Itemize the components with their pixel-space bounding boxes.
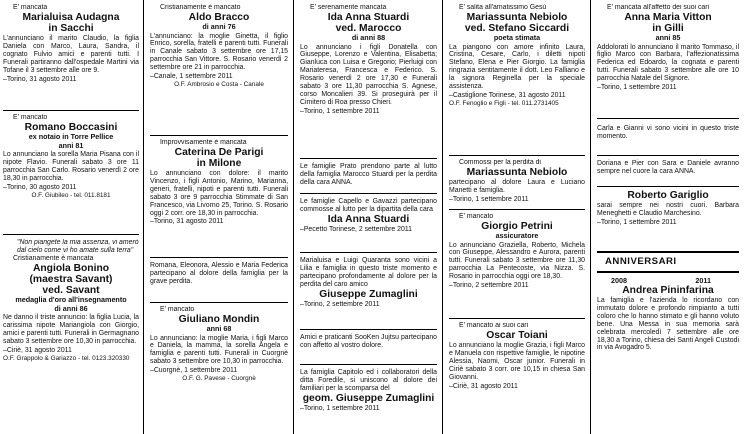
deceased-age: anni 85 <box>655 33 681 42</box>
obituary-mondin <box>150 306 288 383</box>
column-1 <box>3 0 139 434</box>
notice-body: Lo annunciano: la moglie Maria, i figli Marco e Daniela, la mamma, la sorella Angela e famiglia e parenti tutti. Funerali in Cuorgnè sabato 3 settembre ore 10,30 in parrocchia. <box>150 334 288 366</box>
condolence-gariglio <box>597 190 739 227</box>
notice-body: Lo annunciano la sorella Maria Pisana con il nipote Flavio. Funerali sabato 3 ore 11 parrocchia San Carlo. Rosario venerdì 2 ore 18,30 in parrocchia. <box>3 151 139 182</box>
notice-intro: E' mancata all'affetto dei suoi cari <box>607 4 710 11</box>
deceased-name: Aldo Bracco <box>188 12 250 23</box>
obituary-toiani <box>449 322 585 391</box>
deceased-name: Roberto Gariglio <box>627 190 709 201</box>
notice-divider <box>300 252 437 253</box>
condolence-sooken <box>300 333 437 350</box>
notice-divider <box>150 257 288 258</box>
notice-place-date: –Torino, 2 settembre 2011 <box>300 300 380 308</box>
notice-place-date: –Torino, 31 agosto 2011 <box>150 218 224 226</box>
notice-body: L'annunciano: la moglie Ginetta, il figlio Enrico, sorella, fratelli e parenti tutti. Funerali in Canale sabato 3 settembre ore 17,15 parrocchia San Vittore. S. Rosario venerdì 2 settembre ore 21 in parrocchia. <box>150 32 288 72</box>
notice-quote: "Non piangete la mia assenza, vi amerò dal cielo come vi ho amate sulla terra" <box>17 239 139 254</box>
notice-divider <box>300 364 437 365</box>
section-title: ANNIVERSARI <box>605 256 677 267</box>
deceased-name: Giuliano Mondin <box>178 314 260 325</box>
notice-body: La famiglia e l'azienda lo ricordano con immutato dolore e profondo rimpianto a tutti coloro che lo hanno stimato e gli hanno voluto bene. Una Messa in sua memoria sarà celebrata mercoledì 7 settembre alle ore 18,30 a Torino, chiesa dei Santi Angeli Custodi in via Avogadro 5. <box>597 297 739 352</box>
notice-body: Carla e Gianni vi sono vicini in questo triste momento. <box>597 125 739 140</box>
notice-body: Marialuisa e Luigi Quaranta sono vicini a Lilia e famiglia in questo triste momento e partecipano profondamente al dolore per la perdita del caro amico <box>300 257 437 288</box>
funeral-home: O.F. G. Pavese - Cuorgnè <box>182 375 256 383</box>
funeral-home: O.F. Ambrosio e Costa - Canale <box>174 81 264 89</box>
deceased-name: Giuseppe Zumaglini <box>319 288 418 300</box>
notice-place-date: –Canale, 1 settembre 2011 <box>150 73 233 81</box>
deceased-name: Romano Boccasini <box>24 122 118 133</box>
section-header-anniversari <box>597 256 739 268</box>
condolence-romana <box>150 261 288 286</box>
notice-intro: Cristianamente è mancata <box>13 255 94 262</box>
notice-body: sarai sempre nei nostri cuori. Barbara Meneghetti e Claudio Marchesino. <box>597 202 739 217</box>
obituary-bonino <box>3 239 139 363</box>
obituary-nebiolo <box>449 4 585 108</box>
deceased-name: Ida Anna Stuardi <box>327 12 410 23</box>
notice-body: Lo annunciano con dolore: il marito Vincenzo, i figli Antonio, Marino, Marianna, generi, fratelli, nipoti e parenti tutti. Funerali sabato 3 ore 9 parrocchia Stimmate di San Francesco, via Livorno 25, Torino. S. Rosario oggi 2 corr. ore 18,30 in parrocchia. <box>150 170 288 217</box>
deceased-age: di anni 88 <box>351 33 386 42</box>
deceased-name: Angiola Bonino <box>32 263 110 274</box>
deceased-name-line2: (maestra Savant) <box>29 274 113 285</box>
notice-divider <box>300 193 437 194</box>
notice-body: La famiglia Capitolo ed i collaboratori della ditta Foredile, si uniscono al dolore dei familiari per la scomparsa del <box>300 369 437 392</box>
obituary-de-parigi <box>150 139 288 226</box>
notice-intro: E' mancato ai suoi cari <box>459 322 529 329</box>
column-4 <box>449 0 585 434</box>
funeral-home: O.F. Fenoglio e Figli - tel. 011.2731405 <box>449 99 559 107</box>
deceased-name-line3: ved. Savant <box>42 285 100 296</box>
notice-divider <box>150 302 288 303</box>
deceased-title: ex notaio in Torre Pellice <box>28 132 114 141</box>
notice-body: Lo annunciano i figli Donatella con Giuseppe, Lorenzo e Valentina, Elisabetta; Gianluca con Luisa e Gregorio; Pierluigi con Mariateresa, Francesca e Federico. S. Rosario venerdì 2 ore 17,30 e Funerali sabato 3 ore 11,30 parrocchia S. Agnese, corso Moncalieri 39. Si proseguirà per il Cimitero di Roa presso Chieri. <box>300 43 437 106</box>
column-rule <box>293 0 294 434</box>
condolence-prato <box>300 162 437 187</box>
notice-body: Romana, Eleonora, Alessio e Maria Federica partecipano al dolore della famiglia per la grave perdita. <box>150 262 288 285</box>
deceased-name: Marialuisa Audagna <box>22 12 120 23</box>
deceased-age: anni 81 <box>58 140 84 150</box>
notice-body: Doriana e Pier con Sara e Daniele avranno sempre nel cuore la cara ANNA. <box>597 160 739 175</box>
notice-body: Le famiglie Capello e Gavazzi partecipano commosse al lutto per la dipartita della cara <box>300 198 437 213</box>
deceased-title: poeta stimata <box>493 33 541 42</box>
deceased-name: Mariassunta Nebiolo <box>466 12 568 23</box>
notice-place-date: –Torino, 1 settembre 2011 <box>597 84 677 92</box>
obituary-stuardi <box>300 4 437 116</box>
notice-intro: Cristianamente è mancato <box>160 4 241 11</box>
deceased-age: di anni 86 <box>54 303 88 313</box>
notice-intro: Improvvisamente è mancata <box>160 139 247 146</box>
notice-divider <box>300 329 437 330</box>
deceased-name-line2: ved. Marocco <box>335 23 402 34</box>
deceased-name-line2: ved. Stefano Siccardi <box>464 23 570 34</box>
notice-place-date: –Torino, 30 agosto 2011 <box>3 183 77 191</box>
deceased-name-line2: in Gilli <box>652 23 684 34</box>
condolence-carla-gianni <box>597 124 739 141</box>
notice-place-date: –Torino, 1 settembre 2011 <box>449 195 529 203</box>
deceased-age: anni 68 <box>206 324 232 333</box>
notice-divider <box>150 135 288 136</box>
section-divider <box>597 251 739 253</box>
condolence-capello <box>300 197 437 234</box>
notice-intro: E' mancato <box>13 114 48 121</box>
notice-place-date: –Cuorgnè, 1 settembre 2011 <box>150 367 238 375</box>
notice-body: Lo annunciano Graziella, Roberto, Michela con Giuseppe, Alessandro e Aurora, parenti tutti. Funerali sabato 3 settembre ore 11,30 parrocchia La Pentecoste, via Nizza. S. Rosario in parrocchia oggi ore 18,30. <box>449 241 585 281</box>
column-3 <box>300 0 437 434</box>
notice-body: Addolorati lo annunciano il marito Tommaso, il figlio Marco con Barbara, l'affezionatissima Federica ed Edoardo, la cognata e parenti tutti. Funerali sabato 3 settembre alle ore 10 parrocchia Natale del Signore. <box>597 43 739 83</box>
obituary-vitton <box>597 4 739 92</box>
funeral-home: O.F. Giubileo - tel. 011.8181 <box>31 191 111 199</box>
notice-intro: E' serenamente mancata <box>310 4 387 11</box>
deceased-title: medaglia d'oro all'insegnamento <box>15 295 127 304</box>
anniversary-pininfarina <box>597 276 739 352</box>
deceased-name: Andrea Pininfarina <box>622 285 714 296</box>
condolence-quaranta <box>300 256 437 309</box>
column-rule <box>143 0 144 434</box>
notice-divider <box>3 110 139 111</box>
deceased-name: Giorgio Petrini <box>481 221 553 232</box>
notice-place-date: –Castiglione Torinese, 31 agosto 2011 <box>449 91 566 99</box>
notice-body: L'annunciano il marito Claudio, la figlia Daniela con Marco, Laura, Sandra, il cognato Fulvio amici e parenti tutti. I Funerali partiranno dall'ospedale Martini via Tofane il 3 settembre alle ore 9. <box>3 35 139 74</box>
notice-place-date: –Torino, 1 settembre 2011 <box>597 218 677 226</box>
year-start: 2008 <box>611 276 627 285</box>
notice-place-date: –Torino, 2 settembre 2011 <box>449 282 529 290</box>
column-2 <box>150 0 288 434</box>
deceased-name: geom. Giuseppe Zumaglini <box>302 392 435 404</box>
notice-intro: E' salita all'amatissimo Gesù <box>459 4 547 11</box>
notice-place-date: –Ciriè, 31 agosto 2011 <box>3 346 72 354</box>
notice-place-date: –Torino, 1 settembre 2011 <box>300 404 380 412</box>
deceased-name: Oscar Toiani <box>486 330 548 341</box>
deceased-name: Caterina De Parigi <box>174 147 264 158</box>
notice-divider <box>449 318 585 319</box>
notice-place-date: –Torino, 1 settembre 2011 <box>300 107 380 115</box>
column-rule <box>590 0 591 434</box>
notice-body: Lo annunciano la moglie Grazia, i figli Marco e Manuela con rispettive famiglie, le nipotine Alessia, Naomi, Oscar junior. Funerali in Ciriè sabato 3 corr. ore 10,15 in chiesa San Giovanni. <box>449 342 585 381</box>
year-end: 2011 <box>695 276 711 285</box>
obituary-bracco <box>150 4 288 89</box>
notice-intro: E' mancato <box>160 306 195 313</box>
notice-divider <box>449 155 585 156</box>
condolence-manetti <box>449 159 585 204</box>
funeral-home: O.F. Grappolo & Gariazzo - tel. 0123.320330 <box>3 354 130 362</box>
notice-divider <box>597 155 739 156</box>
notice-intro: Commossi per la perdita di <box>459 159 541 166</box>
deceased-age: di anni 76 <box>202 22 236 31</box>
notice-place-date: –Torino, 31 agosto 2011 <box>3 75 77 83</box>
deceased-name-line2: in Sacchi <box>48 23 94 34</box>
condolence-doriana-pier <box>597 159 739 176</box>
notice-intro: E' mancata <box>13 4 48 11</box>
column-5 <box>597 0 739 434</box>
deceased-name: Anna Maria Vitton <box>624 12 712 23</box>
column-rule <box>442 0 443 434</box>
notice-divider <box>300 158 437 159</box>
deceased-name: Ida Anna Stuardi <box>327 213 410 225</box>
notice-body: La piangono con amore infinito Laura, Cristina, Cesare, Carlo, i diletti nipoti Stefano, Elena e Pier Giorgio. La famiglia ringrazia sentitamente il dott. Leo Falliano e la signora Reginella per la speciale assistenza. <box>449 43 585 91</box>
condolence-capitolo <box>300 368 437 413</box>
notice-body: Amici e praticanti SooKen Jujtsu partecipano con affetto al vostro dolore. <box>300 334 437 349</box>
notice-intro: E' mancato <box>459 213 494 220</box>
notice-divider <box>3 234 139 235</box>
deceased-title: assicuratore <box>495 231 539 240</box>
obituary-audagna <box>3 4 139 84</box>
notice-divider <box>597 118 739 119</box>
notice-body: partecipano al dolore Laura e Luciano Manetti e famiglia. <box>449 179 585 194</box>
obituary-petrini <box>449 213 585 290</box>
deceased-name: Mariassunta Nebiolo <box>466 167 568 178</box>
notice-body: Le famiglie Prato prendono parte al lutto della famiglia Marocco Stuardi per la perdita della cara ANNA. <box>300 163 437 186</box>
notice-divider <box>597 186 739 187</box>
section-divider <box>597 271 739 273</box>
notice-place-date: –Ciriè, 31 agosto 2011 <box>449 382 518 390</box>
obituary-boccasini <box>3 114 139 200</box>
deceased-name-line2: in Milone <box>196 158 242 169</box>
notice-body: Ne danno il triste annuncio: la figlia Lucia, la carissima nipote Mariangiola con Giorgio, amici e parenti tutti. Funerali in Germagnano sabato 3 settembre ore 10,30 in parrocchia. <box>3 314 139 345</box>
notice-place-date: –Pecetto Torinese, 2 settembre 2011 <box>300 225 412 233</box>
notice-divider <box>449 209 585 210</box>
anniversary-years <box>597 276 739 285</box>
